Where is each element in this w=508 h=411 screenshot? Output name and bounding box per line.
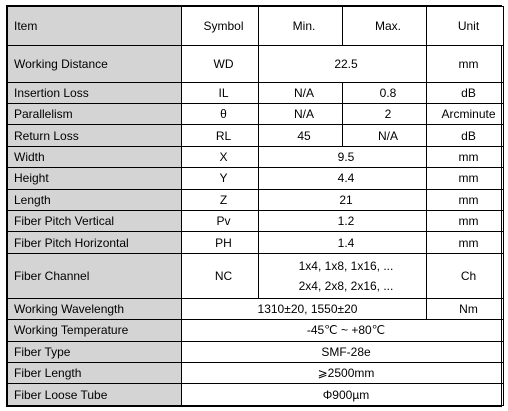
row-value: 4.4: [259, 168, 427, 189]
row-unit: Nm: [427, 298, 504, 319]
table-row: [8, 341, 504, 362]
table-row: [8, 232, 504, 253]
row-unit: mm: [427, 45, 504, 82]
row-label: Parallelism: [8, 103, 182, 124]
table-row: [8, 253, 504, 298]
row-max: 2: [343, 103, 427, 124]
table-row: [8, 146, 504, 167]
header-item: Item: [8, 7, 182, 46]
header-min: Min.: [259, 7, 343, 46]
header-symbol: Symbol: [182, 7, 259, 46]
table-row: [8, 103, 504, 124]
spec-table-container: [6, 5, 502, 407]
row-value: 1.4: [259, 232, 427, 253]
row-value: 9.5: [259, 146, 427, 167]
row-unit: mm: [427, 232, 504, 253]
row-unit: dB: [427, 125, 504, 146]
row-label: Fiber Pitch Horizontal: [8, 232, 182, 253]
row-symbol: θ: [182, 103, 259, 124]
table-row: [8, 298, 504, 319]
row-value: SMF-28e: [182, 341, 504, 362]
row-unit: mm: [427, 189, 504, 210]
row-value: 1310±20, 1550±20: [182, 298, 427, 319]
row-max: N/A: [343, 125, 427, 146]
row-label: Length: [8, 189, 182, 210]
table-row: [8, 82, 504, 103]
header-row: [8, 7, 504, 46]
row-label: Fiber Type: [8, 341, 182, 362]
row-label: Insertion Loss: [8, 82, 182, 103]
row-label: Height: [8, 168, 182, 189]
row-label: Fiber Channel: [8, 253, 182, 298]
row-label: Working Distance: [8, 45, 182, 82]
row-symbol: X: [182, 146, 259, 167]
row-symbol: RL: [182, 125, 259, 146]
spec-table: [7, 6, 504, 406]
row-symbol: WD: [182, 45, 259, 82]
row-label: Fiber Pitch Vertical: [8, 211, 182, 232]
row-min: N/A: [259, 82, 343, 103]
row-value: ⩾2500mm: [182, 363, 504, 384]
row-label: Fiber Loose Tube: [8, 384, 182, 406]
row-value: 1.2: [259, 211, 427, 232]
row-label: Working Wavelength: [8, 298, 182, 319]
row-label: Working Temperature: [8, 320, 182, 341]
table-row: [8, 125, 504, 146]
row-unit: mm: [427, 146, 504, 167]
table-row: [8, 211, 504, 232]
row-value: 21: [259, 189, 427, 210]
table-row: [8, 320, 504, 341]
row-unit: Arcminute: [427, 103, 504, 124]
row-label: Width: [8, 146, 182, 167]
row-symbol: IL: [182, 82, 259, 103]
row-value: -45℃ ~ +80℃: [182, 320, 504, 341]
row-symbol: PH: [182, 232, 259, 253]
table-row: [8, 168, 504, 189]
row-symbol: Pv: [182, 211, 259, 232]
table-row: [8, 45, 504, 82]
row-symbol: Y: [182, 168, 259, 189]
table-row: [8, 384, 504, 406]
row-unit: mm: [427, 168, 504, 189]
row-label: Return Loss: [8, 125, 182, 146]
row-symbol: Z: [182, 189, 259, 210]
row-min: N/A: [259, 103, 343, 124]
row-value: Φ900µm: [182, 384, 504, 406]
row-unit: dB: [427, 82, 504, 103]
header-max: Max.: [343, 7, 427, 46]
row-value: [259, 253, 427, 298]
table-row: [8, 363, 504, 384]
table-row: [8, 189, 504, 210]
row-value: 22.5: [259, 45, 427, 82]
channel-config-line-2: 2x4, 2x8, 2x16, ...: [298, 278, 394, 293]
row-unit: mm: [427, 211, 504, 232]
channel-config-line-1: 1x4, 1x8, 1x16, ...: [298, 258, 394, 273]
row-max: 0.8: [343, 82, 427, 103]
header-unit: Unit: [427, 7, 504, 46]
row-min: 45: [259, 125, 343, 146]
row-symbol: NC: [182, 253, 259, 298]
row-label: Fiber Length: [8, 363, 182, 384]
row-unit: Ch: [427, 253, 504, 298]
